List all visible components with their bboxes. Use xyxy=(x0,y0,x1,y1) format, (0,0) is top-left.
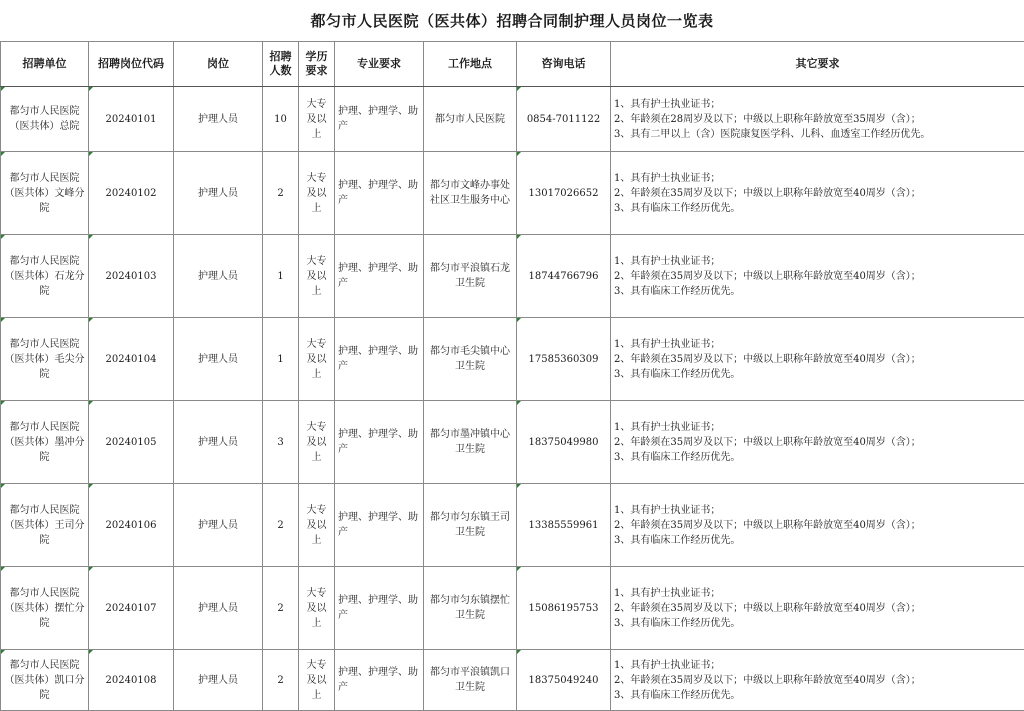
table-row xyxy=(1,650,1024,711)
header-count-line2: 人数 xyxy=(265,64,296,78)
table-row xyxy=(1,567,1024,650)
header-major: 专业要求 xyxy=(335,42,424,87)
cell-major: 护理、护理学、助产 xyxy=(335,318,424,401)
cell-location: 都匀市墨冲镇中心卫生院 xyxy=(424,401,517,484)
requirement-line: 1、具有护士执业证书； xyxy=(614,658,1021,673)
cell-unit: 都匀市人民医院（医共体）石龙分院 xyxy=(1,235,89,318)
requirement-line: 1、具有护士执业证书； xyxy=(614,420,1021,435)
requirement-line: 2、年龄须在35周岁及以下；中级以上职称年龄放宽至40周岁（含）； xyxy=(614,601,1021,616)
table-header-row xyxy=(1,42,1024,87)
requirement-line: 2、年龄须在35周岁及以下；中级以上职称年龄放宽至40周岁（含）； xyxy=(614,269,1021,284)
cell-code: 20240108 xyxy=(89,650,174,711)
cell-edu: 大专及以上 xyxy=(299,235,335,318)
requirement-line: 3、具有临床工作经历优先。 xyxy=(614,533,1021,548)
cell-unit: 都匀市人民医院（医共体）王司分院 xyxy=(1,484,89,567)
cell-code: 20240107 xyxy=(89,567,174,650)
cell-edu: 大专及以上 xyxy=(299,650,335,711)
cell-unit: 都匀市人民医院（医共体）墨冲分院 xyxy=(1,401,89,484)
cell-location: 都匀市平浪镇凯口卫生院 xyxy=(424,650,517,711)
cell-post: 护理人员 xyxy=(174,567,263,650)
cell-code: 20240103 xyxy=(89,235,174,318)
cell-phone: 18744766796 xyxy=(517,235,611,318)
requirement-line: 2、年龄须在35周岁及以下；中级以上职称年龄放宽至40周岁（含）； xyxy=(614,673,1021,688)
cell-edu: 大专及以上 xyxy=(299,87,335,152)
requirement-line: 1、具有护士执业证书； xyxy=(614,503,1021,518)
cell-count: 3 xyxy=(263,401,299,484)
cell-unit: 都匀市人民医院（医共体）总院 xyxy=(1,87,89,152)
requirement-line: 1、具有护士执业证书； xyxy=(614,254,1021,269)
cell-other xyxy=(611,567,1024,650)
requirement-line: 2、年龄须在28周岁及以下；中级以上职称年龄放宽至35周岁（含）； xyxy=(614,112,1021,127)
cell-code: 20240102 xyxy=(89,152,174,235)
cell-post: 护理人员 xyxy=(174,318,263,401)
requirement-line: 3、具有临床工作经历优先。 xyxy=(614,201,1021,216)
requirement-line: 3、具有临床工作经历优先。 xyxy=(614,284,1021,299)
requirement-line: 2、年龄须在35周岁及以下；中级以上职称年龄放宽至40周岁（含）； xyxy=(614,186,1021,201)
cell-location: 都匀市匀东镇摆忙卫生院 xyxy=(424,567,517,650)
cell-code: 20240101 xyxy=(89,87,174,152)
table-row xyxy=(1,484,1024,567)
cell-unit: 都匀市人民医院（医共体）文峰分院 xyxy=(1,152,89,235)
cell-location: 都匀市人民医院 xyxy=(424,87,517,152)
cell-location: 都匀市文峰办事处社区卫生服务中心 xyxy=(424,152,517,235)
cell-count: 1 xyxy=(263,318,299,401)
cell-phone: 18375049980 xyxy=(517,401,611,484)
requirement-line: 3、具有二甲以上（含）医院康复医学科、儿科、血透室工作经历优先。 xyxy=(614,127,1021,142)
requirement-line: 1、具有护士执业证书； xyxy=(614,586,1021,601)
requirement-line: 3、具有临床工作经历优先。 xyxy=(614,367,1021,382)
header-edu xyxy=(299,42,335,87)
requirement-line: 1、具有护士执业证书； xyxy=(614,337,1021,352)
cell-code: 20240104 xyxy=(89,318,174,401)
cell-unit: 都匀市人民医院（医共体）摆忙分院 xyxy=(1,567,89,650)
cell-major: 护理、护理学、助产 xyxy=(335,484,424,567)
cell-edu: 大专及以上 xyxy=(299,401,335,484)
requirement-line: 3、具有临床工作经历优先。 xyxy=(614,450,1021,465)
cell-edu: 大专及以上 xyxy=(299,567,335,650)
positions-table xyxy=(0,41,1024,711)
cell-other xyxy=(611,87,1024,152)
header-unit: 招聘单位 xyxy=(1,42,89,87)
header-code: 招聘岗位代码 xyxy=(89,42,174,87)
header-phone: 咨询电话 xyxy=(517,42,611,87)
table-row xyxy=(1,318,1024,401)
cell-count: 1 xyxy=(263,235,299,318)
cell-major: 护理、护理学、助产 xyxy=(335,152,424,235)
table-row xyxy=(1,401,1024,484)
header-edu-line2: 要求 xyxy=(301,64,332,78)
cell-phone: 17585360309 xyxy=(517,318,611,401)
header-other: 其它要求 xyxy=(611,42,1024,87)
cell-location: 都匀市毛尖镇中心卫生院 xyxy=(424,318,517,401)
cell-count: 2 xyxy=(263,650,299,711)
requirement-line: 2、年龄须在35周岁及以下；中级以上职称年龄放宽至40周岁（含）； xyxy=(614,352,1021,367)
cell-code: 20240105 xyxy=(89,401,174,484)
table-row xyxy=(1,235,1024,318)
requirement-line: 2、年龄须在35周岁及以下；中级以上职称年龄放宽至40周岁（含）； xyxy=(614,435,1021,450)
cell-major: 护理、护理学、助产 xyxy=(335,401,424,484)
requirement-line: 1、具有护士执业证书； xyxy=(614,171,1021,186)
cell-count: 2 xyxy=(263,567,299,650)
cell-post: 护理人员 xyxy=(174,235,263,318)
cell-phone: 18375049240 xyxy=(517,650,611,711)
header-count-line1: 招聘 xyxy=(265,50,296,64)
cell-post: 护理人员 xyxy=(174,650,263,711)
cell-edu: 大专及以上 xyxy=(299,152,335,235)
cell-phone: 13017026652 xyxy=(517,152,611,235)
cell-major: 护理、护理学、助产 xyxy=(335,567,424,650)
cell-count: 10 xyxy=(263,87,299,152)
cell-phone: 13385559961 xyxy=(517,484,611,567)
cell-count: 2 xyxy=(263,152,299,235)
cell-other xyxy=(611,318,1024,401)
cell-location: 都匀市匀东镇王司卫生院 xyxy=(424,484,517,567)
cell-location: 都匀市平浪镇石龙卫生院 xyxy=(424,235,517,318)
cell-unit: 都匀市人民医院（医共体）毛尖分院 xyxy=(1,318,89,401)
cell-post: 护理人员 xyxy=(174,152,263,235)
header-edu-line1: 学历 xyxy=(301,50,332,64)
cell-major: 护理、护理学、助产 xyxy=(335,87,424,152)
table-row xyxy=(1,152,1024,235)
cell-major: 护理、护理学、助产 xyxy=(335,650,424,711)
cell-post: 护理人员 xyxy=(174,484,263,567)
cell-major: 护理、护理学、助产 xyxy=(335,235,424,318)
cell-phone: 15086195753 xyxy=(517,567,611,650)
cell-other xyxy=(611,650,1024,711)
cell-post: 护理人员 xyxy=(174,401,263,484)
requirement-line: 1、具有护士执业证书； xyxy=(614,97,1021,112)
cell-phone: 0854-7011122 xyxy=(517,87,611,152)
cell-count: 2 xyxy=(263,484,299,567)
requirement-line: 3、具有临床工作经历优先。 xyxy=(614,688,1021,703)
header-location: 工作地点 xyxy=(424,42,517,87)
cell-edu: 大专及以上 xyxy=(299,318,335,401)
cell-edu: 大专及以上 xyxy=(299,484,335,567)
cell-code: 20240106 xyxy=(89,484,174,567)
table-row xyxy=(1,87,1024,152)
cell-other xyxy=(611,152,1024,235)
page-title: 都匀市人民医院（医共体）招聘合同制护理人员岗位一览表 xyxy=(0,0,1024,42)
header-count xyxy=(263,42,299,87)
cell-other xyxy=(611,484,1024,567)
header-post: 岗位 xyxy=(174,42,263,87)
requirement-line: 3、具有临床工作经历优先。 xyxy=(614,616,1021,631)
cell-post: 护理人员 xyxy=(174,87,263,152)
cell-other xyxy=(611,235,1024,318)
requirement-line: 2、年龄须在35周岁及以下；中级以上职称年龄放宽至40周岁（含）； xyxy=(614,518,1021,533)
cell-unit: 都匀市人民医院（医共体）凯口分院 xyxy=(1,650,89,711)
cell-other xyxy=(611,401,1024,484)
